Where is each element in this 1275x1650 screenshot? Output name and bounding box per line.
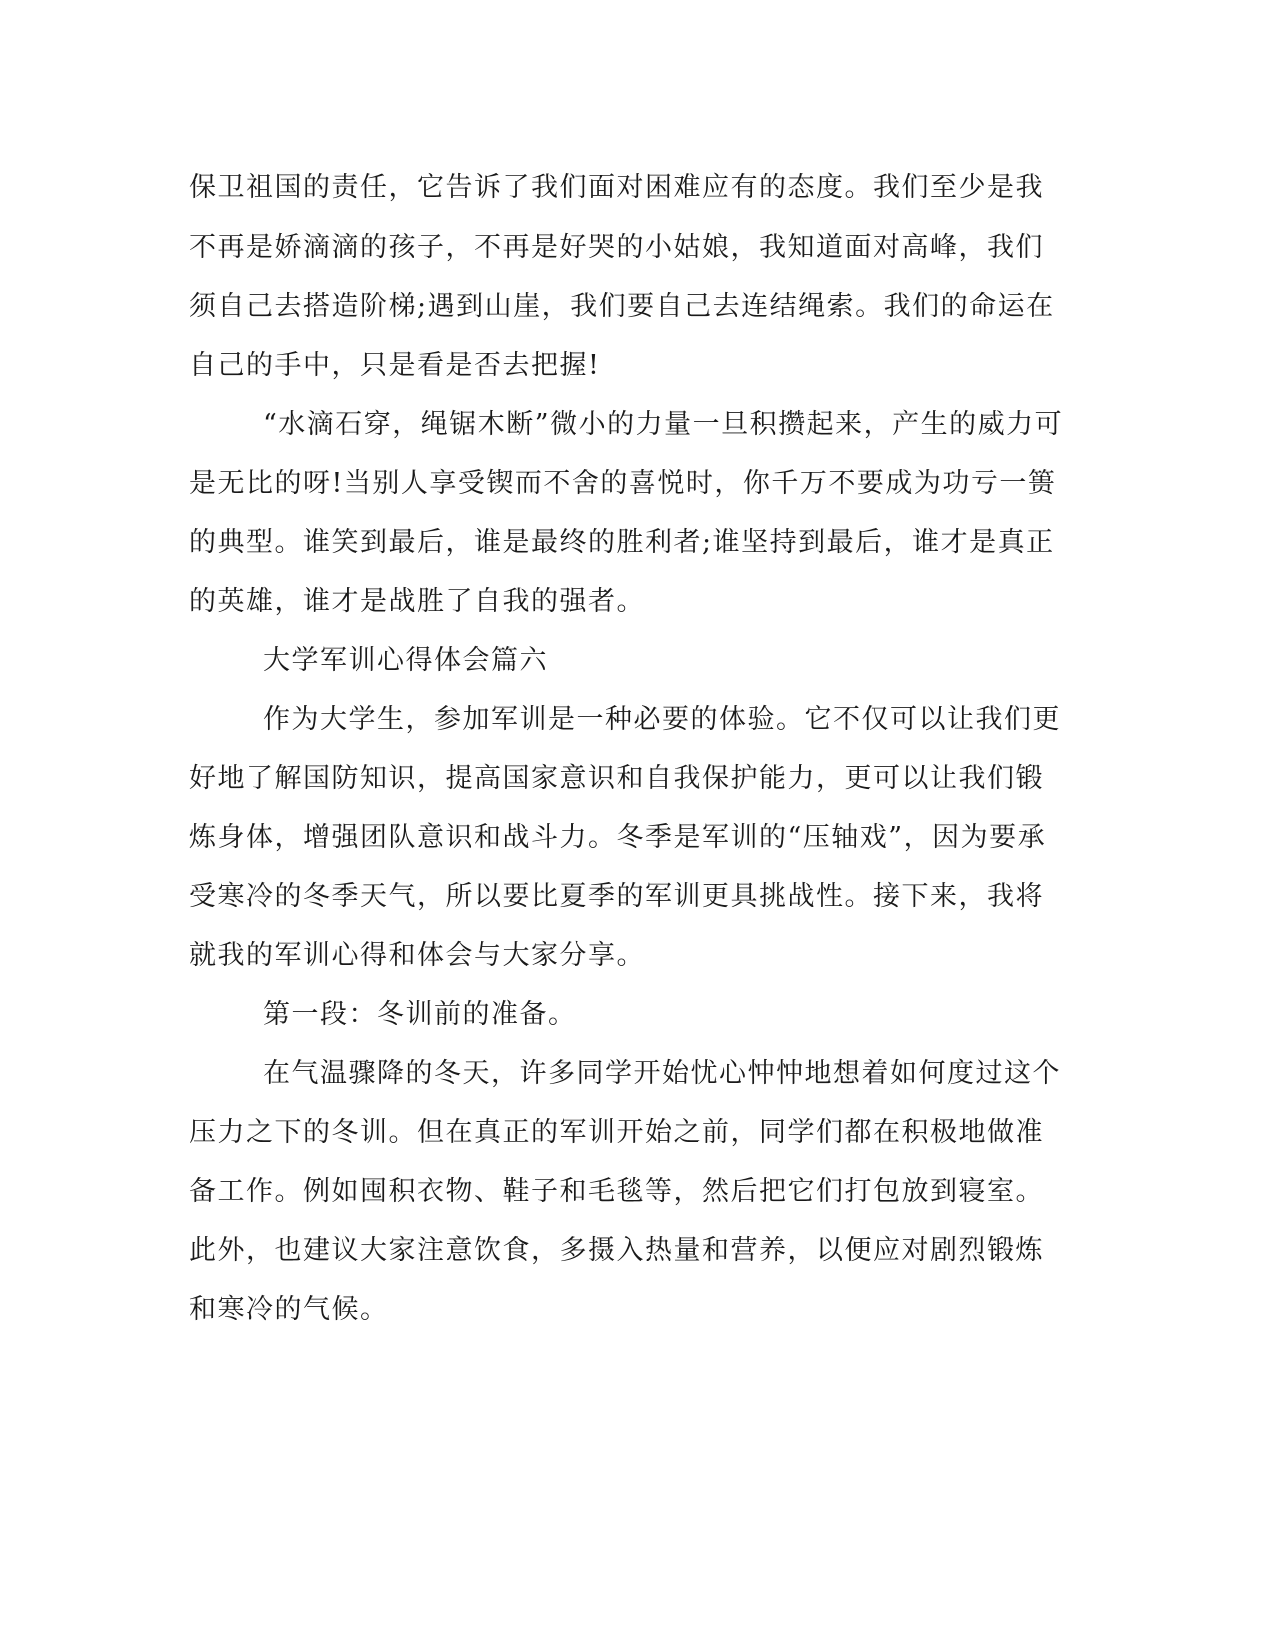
paragraph-first-line: “水滴石穿，绳锯木断”微小的力量一旦积攒起来，产生的威力可 — [263, 409, 1064, 440]
text-line: 此外，也建议大家注意饮食，多摄入热量和营养，以便应对剧烈锻炼 — [189, 1235, 1044, 1266]
text-line: 受寒冷的冬季天气，所以要比夏季的军训更具挑战性。接下来，我将 — [189, 881, 1044, 912]
text-line: 好地了解国防知识，提高国家意识和自我保护能力，更可以让我们锻 — [189, 763, 1044, 794]
text-line: 保卫祖国的责任，它告诉了我们面对困难应有的态度。我们至少是我 — [189, 172, 1044, 203]
text-line: 自己的手中，只是看是否去把握! — [189, 350, 601, 381]
text-line: 备工作。例如囤积衣物、鞋子和毛毯等，然后把它们打包放到寝室。 — [189, 1176, 1044, 1207]
text-line: 的英雄，谁才是战胜了自我的强者。 — [189, 586, 645, 617]
text-line: 不再是娇滴滴的孩子，不再是好哭的小姑娘，我知道面对高峰，我们 — [189, 232, 1044, 263]
text-line: 就我的军训心得和体会与大家分享。 — [189, 940, 645, 971]
text-line: 是无比的呀!当别人享受锲而不舍的喜悦时，你千万不要成为功亏一篑 — [189, 468, 1057, 499]
text-line: 的典型。谁笑到最后，谁是最终的胜利者;谁坚持到最后，谁才是真正 — [189, 527, 1055, 558]
paragraph-first-line: 作为大学生，参加军训是一种必要的体验。它不仅可以让我们更 — [263, 704, 1061, 735]
subsection-heading: 第一段：冬训前的准备。 — [263, 999, 577, 1030]
text-line: 须自己去搭造阶梯;遇到山崖，我们要自己去连结绳索。我们的命运在 — [189, 291, 1055, 322]
section-heading: 大学军训心得体会篇六 — [263, 645, 548, 676]
text-line: 炼身体，增强团队意识和战斗力。冬季是军训的“压轴戏”，因为要承 — [189, 822, 1047, 853]
text-line: 和寒冷的气候。 — [189, 1294, 389, 1325]
paragraph-first-line: 在气温骤降的冬天，许多同学开始忧心忡忡地想着如何度过这个 — [263, 1058, 1061, 1089]
text-line: 压力之下的冬训。但在真正的军训开始之前，同学们都在积极地做准 — [189, 1117, 1044, 1148]
